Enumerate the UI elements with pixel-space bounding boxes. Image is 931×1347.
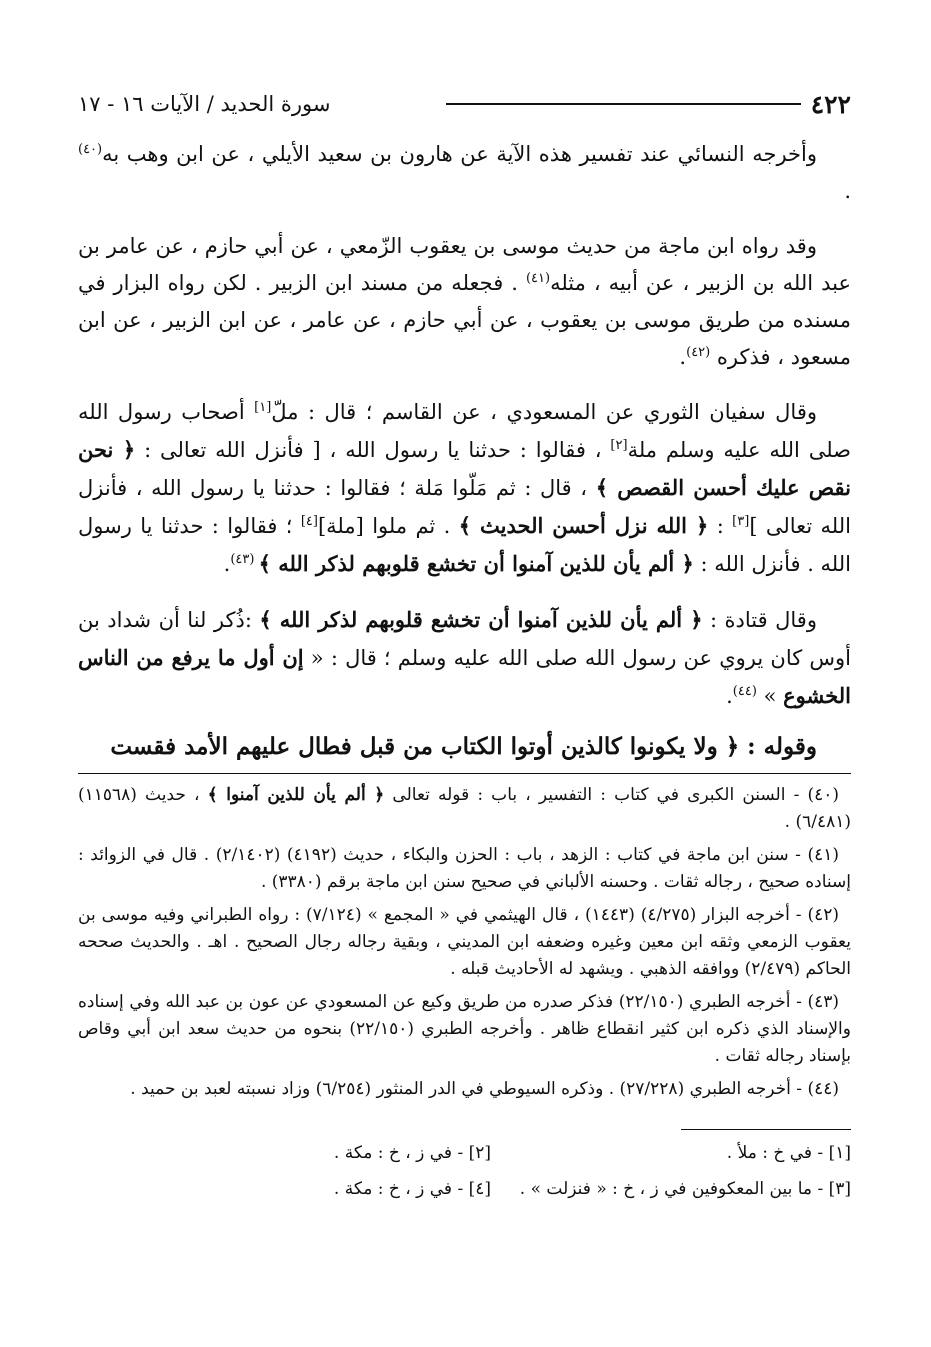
- footnote-ref-43: (٤٣): [230, 552, 259, 567]
- variant-ref-3: [٣]: [732, 514, 750, 529]
- footnotes-divider: [78, 773, 851, 774]
- paragraph-sufyan: وقال سفيان الثوري عن المسعودي ، عن القاسم ؛ قال : ملّ[١] أصحاب رسول الله صلى الله عليه وسلم ملة[٢] ، فقالوا : حدثنا يا رسول الله ، [ فأنزل الله تعالى : ﴿ نحن نقص عليك أحسن القصص ﴾ ، قال : ثم مَلّوا مَلة ؛ فقالوا : حدثنا يا رسول الله ، فأنزل الله تعالى ][٣] : ﴿ الله نزل أحسن الحديث ﴾ . ثم ملوا [ملة][٤] ؛ فقالوا : حدثنا يا رسول الله . فأنزل الله : ﴿ ألم يأن للذين آمنوا أن تخشع قلوبهم لذكر الله ﴾ $^{(٤٣)}$.: [78, 400, 851, 576]
- verse-heading: وقوله : ﴿ ولا يكونوا كالذين أوتوا الكتاب من قبل فطال عليهم الأمد فقست: [110, 733, 817, 760]
- footnote-44: (٤٤) - أخرجه الطبري (٢٧/٢٢٨) . وذكره السيوطي في الدر المنثور (٦/٢٥٤) وزاد نسبته لعبد بن حميد .: [130, 1079, 839, 1099]
- footnote-ref-42: (٤٢): [686, 345, 711, 360]
- paragraph-ibn-majah: وقد رواه ابن ماجة من حديث موسى بن يعقوب الزّمعي ، عن أبي حازم ، عن عامر بن عبد الله بن الزبير ، عن أبيه ، مثله$^{(٤١)}$ . فجعله من مسند ابن الزبير . لكن رواه البزار في مسنده من طريق موسى بن يعقوب ، عن أبي حازم ، عن عامر ، عن ابن الزبير ، عن ابن مسعود ، فذكره $^{(٤٢)}$.: [78, 234, 851, 369]
- footnote-ref-41: (٤١): [525, 271, 551, 286]
- variant-ref-1: [١]: [254, 400, 272, 415]
- surah-title: سورة الحديد / الآيات ١٦ - ١٧: [78, 92, 331, 116]
- footnotes: [78, 782, 851, 1103]
- quran-quote: ﴿ ولا يكونوا كالذين أوتوا الكتاب من قبل فطال عليهم الأمد فقست: [110, 733, 740, 760]
- paragraph-qatada: وقال قتادة : ﴿ ألم يأن للذين آمنوا أن تخشع قلوبهم لذكر الله ﴾ :ذُكر لنا أن شداد بن أوس كان يروي عن رسول الله صلى الله عليه وسلم ؛ قال : « إن أول ما يرفع من الناس الخشوع » $^{(٤٤)}$.: [78, 607, 851, 708]
- variant-ref-4: [٤]: [300, 514, 318, 529]
- variant-ref-2: [٢]: [610, 438, 628, 453]
- footnote-42: (٤٢) - أخرجه البزار (٤/٢٧٥) (١٤٤٣) ، قال الهيثمي في « المجمع » (٧/١٢٤) : رواه الطبراني وفيه موسى بن يعقوب الزمعي وثقه ابن معين وغيره وضعفه ابن المديني ، وبقية رجاله رجال الصحيح . اهـ . والحديث صححه الحاكم (٢/٤٧٩) ووافقه الذهبي . ويشهد له الأحاديث قبله .: [78, 905, 851, 979]
- quran-quote: ﴿ نحن نقص عليك أحسن القصص ﴾: [78, 437, 851, 500]
- hadith-quote: إن أول ما يرفع من الناس الخشوع: [78, 645, 851, 708]
- textual-variants: [78, 1140, 851, 1202]
- quran-quote: ﴿ ألم يأن للذين آمنوا ﴾: [207, 785, 385, 805]
- footnote-ref-40: (٤٠): [78, 142, 103, 157]
- footnote-40: (٤٠) - السنن الكبرى في كتاب : التفسير ، باب : قوله تعالى ﴿ ألم يأن للذين آمنوا ﴾ ، حديث (١١٥٦٨) (٦/٤٨١) .: [78, 785, 851, 832]
- variant-note-4: [٤] - في ز ، خ : مكة .: [333, 1179, 491, 1199]
- quran-quote: ﴿ ألم يأن للذين آمنوا أن تخشع قلوبهم لذكر الله ﴾: [258, 551, 694, 576]
- running-header: [78, 86, 851, 122]
- quran-quote: ﴿ الله نزل أحسن الحديث ﴾: [458, 513, 709, 538]
- variant-note-3: [٣] - ما بين المعكوفين في ز ، خ : « فنزلت » .: [519, 1179, 851, 1199]
- footnote-ref-44: (٤٤): [732, 684, 757, 699]
- paragraph-nasai: وأخرجه النسائي عند تفسير هذه الآية عن هارون بن سعيد الأيلي ، عن ابن وهب به$^{(٤٠)}$ .: [78, 142, 851, 203]
- variant-note-2: [٢] - في ز ، خ : مكة .: [333, 1143, 491, 1163]
- variant-note-1: [١] - في خ : ملأ .: [726, 1143, 851, 1163]
- footnote-43: (٤٣) - أخرجه الطبري (٢٢/١٥٠) فذكر صدره من طريق وكيع عن المسعودي عن عون بن عبد الله وفي إسناده والإسناد الذي ذكره ابن كثير انقطاع ظاهر . وأخرجه الطبري (٢٢/١٥٠) بنحوه من حديث سعد ابن أبي وقاص بإسناد رجاله ثقات .: [78, 992, 851, 1066]
- quran-quote: ﴿ ألم يأن للذين آمنوا أن تخشع قلوبهم لذكر الله ﴾: [259, 607, 703, 632]
- page-number: ٤٢٢: [810, 89, 851, 119]
- footnote-41: (٤١) - سنن ابن ماجة في كتاب : الزهد ، باب : الحزن والبكاء ، حديث (٤١٩٢) (٢/١٤٠٢) . قال في الزوائد : إسناده صحيح ، رجاله ثقات . وحسنه الألباني في صحيح سنن ابن ماجة برقم (٣٣٨٠) .: [78, 845, 851, 892]
- variants-divider: [681, 1129, 851, 1130]
- header-rule: [446, 103, 801, 105]
